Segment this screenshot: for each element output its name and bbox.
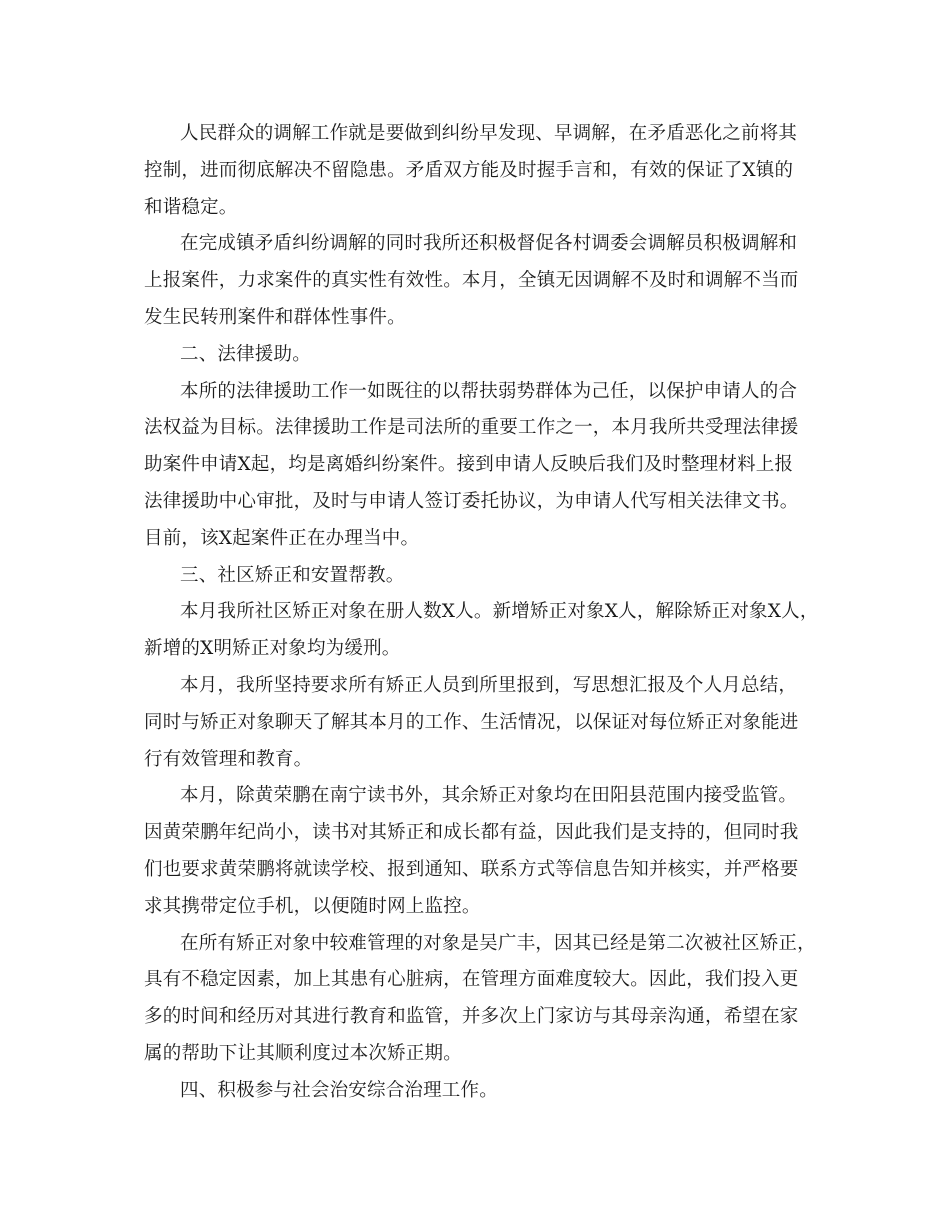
paragraph-line: 求其携带定位手机，以便随时网上监控。	[144, 895, 481, 917]
paragraph-first-line: 四、积极参与社会治安综合治理工作。	[180, 1079, 498, 1101]
paragraph-first-line: 三、社区矫正和安置帮教。	[180, 564, 405, 586]
paragraph-line: 目前，该X起案件正在办理当中。	[144, 527, 420, 549]
paragraph-line: 属的帮助下让其顺利度过本次矫正期。	[144, 1042, 462, 1064]
paragraph-first-line: 本所的法律援助工作一如既往的以帮扶弱势群体为己任，以保护申请人的合	[180, 380, 798, 402]
paragraph-first-line: 在所有矫正对象中较难管理的对象是吴广丰，因其已经是第二次被社区矫正，	[180, 932, 816, 954]
paragraph-line: 发生民转刑案件和群体性事件。	[144, 306, 406, 328]
paragraph-line: 控制，进而彻底解决不留隐患。矛盾双方能及时握手言和，有效的保证了X镇的	[144, 159, 794, 181]
paragraph-line: 多的时间和经历对其进行教育和监管，并多次上门家访与其母亲沟通，希望在家	[144, 1006, 799, 1028]
paragraph-first-line: 本月我所社区矫正对象在册人数X人。新增矫正对象X人，解除矫正对象X人，	[180, 601, 819, 623]
document-body	[144, 116, 834, 1110]
paragraph-line: 们也要求黄荣鹏将就读学校、报到通知、联系方式等信息告知并核实，并严格要	[144, 858, 799, 880]
paragraph-first-line: 在完成镇矛盾纠纷调解的同时我所还积极督促各村调委会调解员积极调解和	[180, 233, 798, 255]
paragraph-line: 和谐稳定。	[144, 196, 238, 218]
paragraph-line: 行有效管理和教育。	[144, 748, 313, 770]
paragraph-line: 法律援助中心审批，及时与申请人签订委托协议，为申请人代写相关法律文书。	[144, 490, 799, 512]
paragraph-first-line: 本月，除黄荣鹏在南宁读书外，其余矫正对象均在田阳县范围内接受监管。	[180, 785, 798, 807]
paragraph-line: 上报案件，力求案件的真实性有效性。本月，全镇无因调解不及时和调解不当而	[144, 270, 799, 292]
paragraph-first-line: 二、法律援助。	[180, 343, 311, 365]
paragraph-first-line: 本月，我所坚持要求所有矫正人员到所里报到，写思想汇报及个人月总结，	[180, 674, 798, 696]
paragraph-line: 助案件申请X起，均是离婚纠纷案件。接到申请人反映后我们及时整理材料上报	[144, 454, 794, 476]
paragraph-line: 法权益为目标。法律援助工作是司法所的重要工作之一，本月我所共受理法律援	[144, 417, 799, 439]
paragraph-line: 具有不稳定因素，加上其患有心脏病，在管理方面难度较大。因此，我们投入更	[144, 969, 799, 991]
paragraph-first-line: 人民群众的调解工作就是要做到纠纷早发现、早调解，在矛盾恶化之前将其	[180, 123, 798, 144]
paragraph-line: 同时与矫正对象聊天了解其本月的工作、生活情况，以保证对每位矫正对象能进	[144, 711, 799, 733]
paragraph-line: 因黄荣鹏年纪尚小，读书对其矫正和成长都有益，因此我们是支持的，但同时我	[144, 822, 799, 844]
paragraph-line: 新增的X明矫正对象均为缓刑。	[144, 638, 401, 660]
